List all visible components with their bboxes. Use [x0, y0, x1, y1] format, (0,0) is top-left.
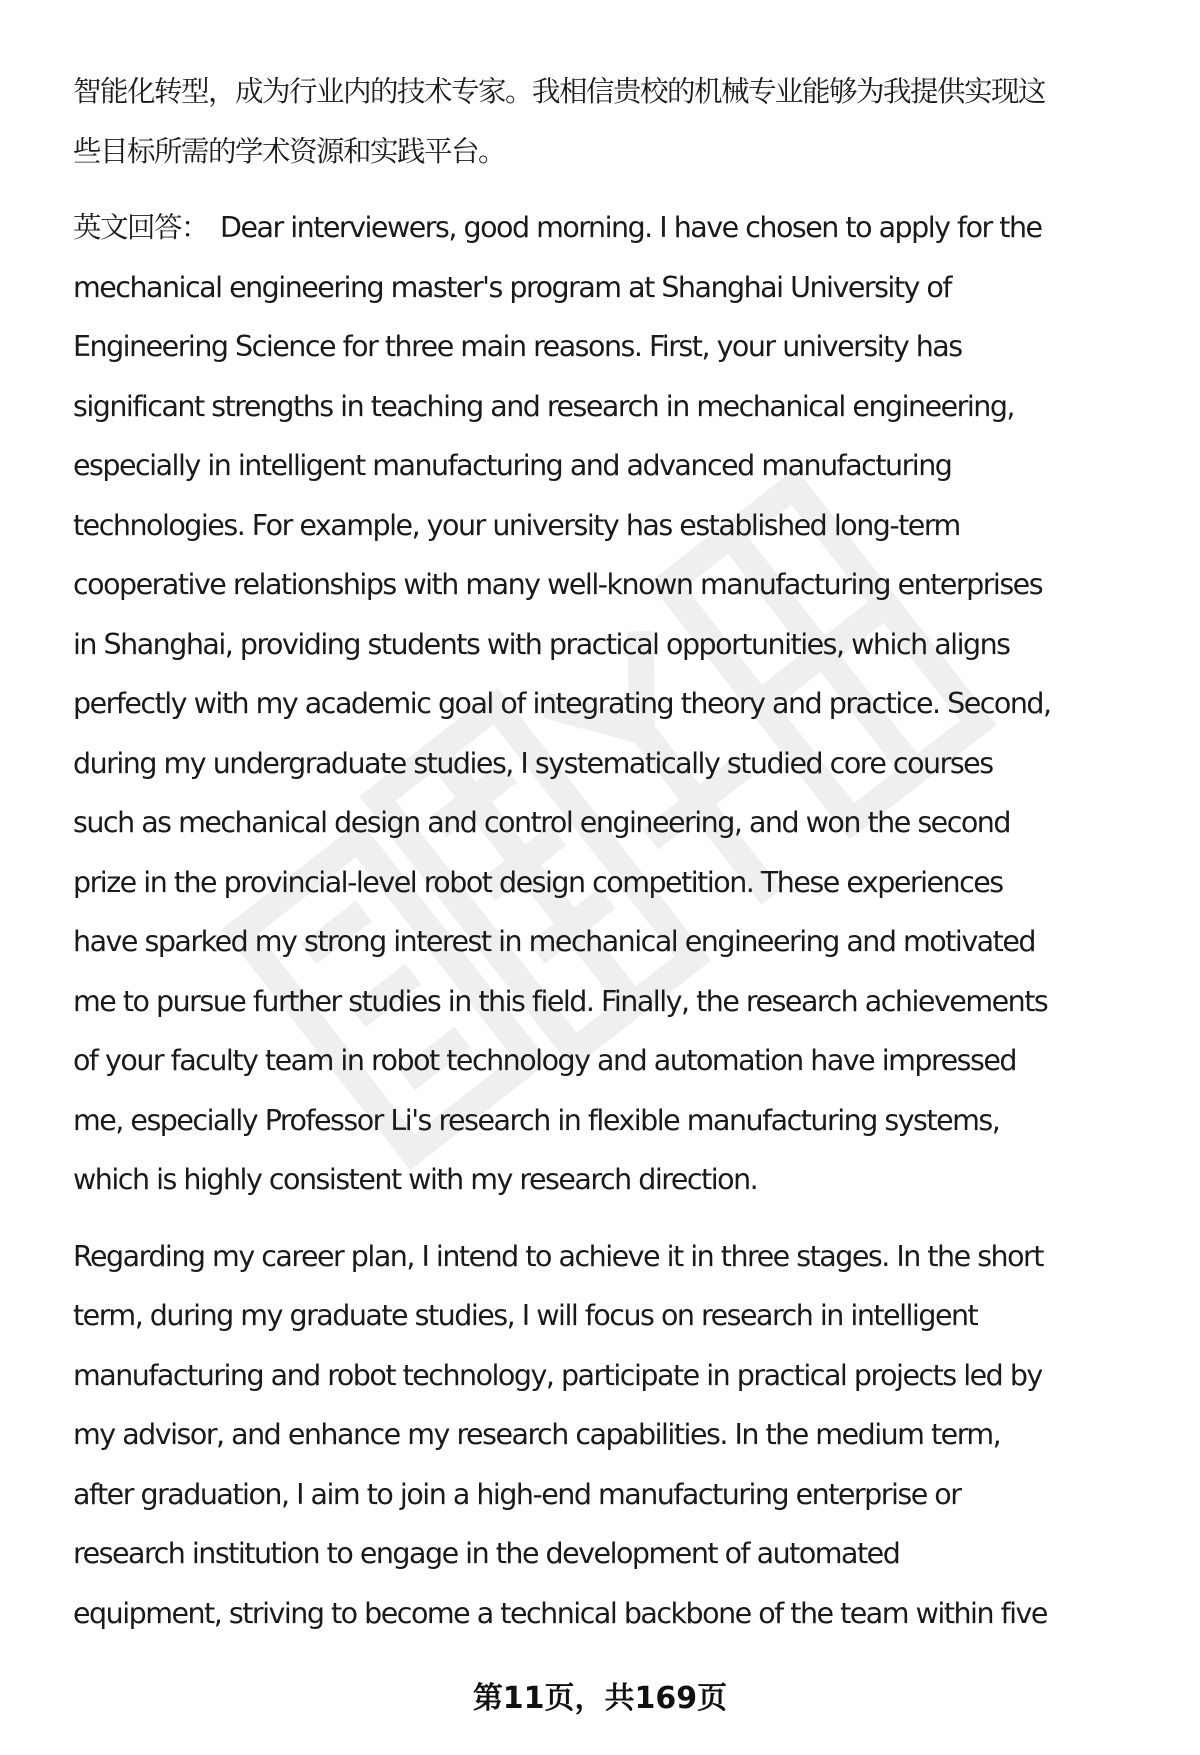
text-line: my advisor, and enhance my research capabilities. In the medium term,: [73, 1418, 1001, 1451]
text-line: [73, 198, 1153, 258]
text-line: 智能化转型，成为行业内的技术专家。我相信贵校的机械专业能够为我提供实现这: [73, 75, 1046, 108]
answer-first-line: Dear interviewers, good morning. I have chosen to apply for the: [220, 211, 1042, 244]
text-line: significant strengths in teaching and research in mechanical engineering,: [73, 389, 1014, 423]
text-line: me, especially Professor Li's research in flexible manufacturing systems,: [73, 1103, 1000, 1137]
text-line: which is highly consistent with my research direction.: [73, 1163, 758, 1196]
text-line: research institution to engage in the development of automated: [73, 1537, 900, 1570]
text-line: equipment, striving to become a technical backbone of the team within five: [73, 1596, 1047, 1630]
page-number: 第11页，共169页: [472, 1681, 728, 1716]
text-line: in Shanghai, providing students with practical opportunities, which aligns: [73, 627, 1010, 661]
text-line: 些目标所需的学术资源和实践平台。: [73, 134, 506, 168]
text-line: Regarding my career plan, I intend to achieve it in three stages. In the short: [73, 1239, 1043, 1273]
text-line: mechanical engineering master's program at Shanghai University of: [73, 270, 951, 304]
text-line: Engineering Science for three main reasons. First, your university has: [73, 330, 962, 363]
text-line: cooperative relationships with many well-known manufacturing enterprises: [73, 568, 1043, 601]
text-line: such as mechanical design and control engineering, and won the second: [73, 806, 1010, 839]
text-line: have sparked my strong interest in mechanical engineering and motivated: [73, 925, 1035, 958]
document-body: [73, 62, 1153, 1643]
text-line: after graduation, I aim to join a high-end manufacturing enterprise or: [73, 1477, 961, 1511]
text-line: of your faculty team in robot technology and automation have impressed: [73, 1044, 1016, 1077]
text-line: manufacturing and robot technology, participate in practical projects led by: [73, 1358, 1042, 1392]
text-line: me to pursue further studies in this field. Finally, the research achievements: [73, 984, 1048, 1018]
career-plan-paragraph: [73, 1227, 1153, 1644]
text-line: term, during my graduate studies, I will focus on research in intelligent: [73, 1299, 978, 1332]
text-line: technologies. For example, your university has established long-term: [73, 508, 960, 542]
text-line: during my undergraduate studies, I systematically studied core courses: [73, 746, 993, 780]
text-line: especially in intelligent manufacturing and advanced manufacturing: [73, 449, 952, 482]
english-answer-paragraph: [73, 198, 1153, 1210]
answer-label: 英文回答：: [73, 211, 209, 244]
text-line: perfectly with my academic goal of integrating theory and practice. Second,: [73, 687, 1051, 720]
text-line: prize in the provincial-level robot design competition. These experiences: [73, 865, 1003, 899]
chinese-paragraph: [73, 62, 1153, 181]
